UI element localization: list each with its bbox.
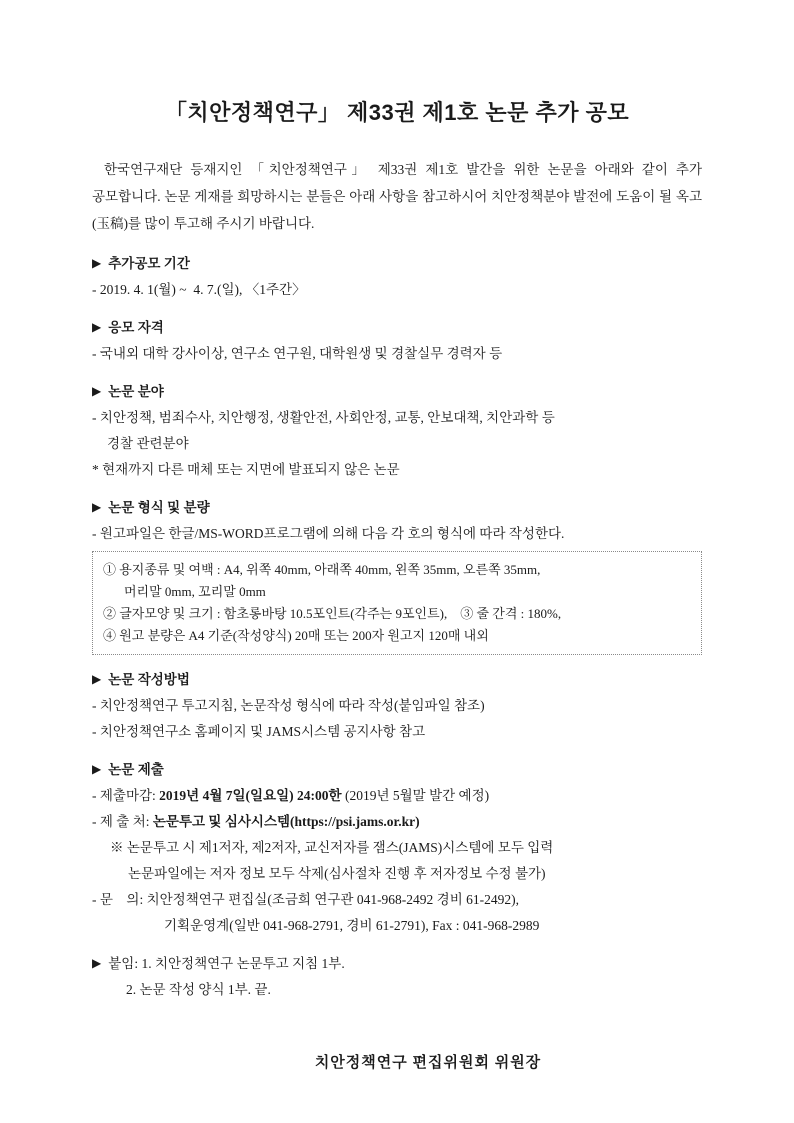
deadline-note: (2019년 5월말 발간 예정) — [341, 787, 490, 803]
deadline-value: 2019년 4월 7일(일요일) 24:00한 — [159, 787, 342, 803]
fields-note: * 현재까지 다른 매체 또는 지면에 발표되지 않은 논문 — [92, 461, 400, 477]
submission-deadline — [92, 783, 702, 809]
attachments-line-2: 2. 논문 작성 양식 1부. 끝. — [126, 981, 271, 997]
section-format — [92, 495, 702, 655]
section-heading-label: 논문 제출 — [108, 761, 164, 777]
section-heading-label: 응모 자격 — [108, 319, 164, 335]
intro-paragraph: 한국연구재단 등재지인 「치안정책연구」 제33권 제1호 발간을 위한 논문을 아래와 같이 추가 공모합니다. 논문 게재를 희망하시는 분들은 아래 사항을 참고하시어 치안정책분야 발전에 도움이 될 옥고(玉稿)를 많이 투고해 주시기 바랍니다. — [92, 162, 702, 231]
period-item: - 2019. 4. 1(월) ~ 4. 7.(일), 〈1주간〉 — [92, 281, 306, 297]
eligibility-item: - 국내외 대학 강사이상, 연구소 연구원, 대학원생 및 경찰실무 경력자 등 — [92, 345, 503, 361]
format-rule-font: ② 글자모양 및 크기 : 함초롱바탕 10.5포인트(각주는 9포인트), ③ 줄 간격 : 180%, — [103, 605, 562, 621]
section-heading-label: 추가공모 기간 — [108, 255, 190, 271]
triangle-bullet-icon: ▶ — [92, 499, 102, 514]
writing-item-1: - 치안정책연구 투고지침, 논문작성 형식에 따라 작성(붙임파일 참조) — [92, 697, 485, 713]
section-attachments — [92, 951, 702, 1003]
closing-signature: 치안정책연구 편집위원회 위원장 — [314, 1054, 542, 1071]
section-fields — [92, 379, 702, 483]
submission-note-2: 논문파일에는 저자 정보 모두 삭제(심사절차 진행 후 저자정보 수정 불가) — [128, 865, 546, 881]
destination-label: - 제 출 처: — [92, 813, 153, 829]
triangle-bullet-icon: ▶ — [92, 319, 102, 334]
triangle-bullet-icon: ▶ — [92, 671, 102, 686]
submission-destination — [92, 809, 702, 835]
section-heading-writing — [92, 667, 702, 693]
section-period — [92, 251, 702, 303]
attachments-text-1: 붙임: 1. 치안정책연구 논문투고 지침 1부. — [108, 955, 345, 971]
section-heading-eligibility — [92, 315, 702, 341]
triangle-bullet-icon: ▶ — [92, 255, 102, 270]
section-eligibility — [92, 315, 702, 367]
format-item: - 원고파일은 한글/MS-WORD프로그램에 의해 다음 각 호의 형식에 따라 작성한다. — [92, 525, 565, 541]
format-rule-paper: ① 용지종류 및 여백 : A4, 위쪽 40mm, 아래쪽 40mm, 왼쪽 35mm, 오른쪽 35mm, — [103, 561, 541, 577]
submission-contact-1: - 문 의: 치안정책연구 편집실(조금희 연구관 041-968-2492 경비 61-2492), — [92, 891, 520, 907]
section-heading-label: 논문 작성방법 — [108, 671, 190, 687]
triangle-bullet-icon: ▶ — [92, 955, 102, 970]
format-rule-paper-continuation: 머리말 0mm, 꼬리말 0mm — [124, 583, 266, 599]
page-title: 「치안정책연구」 제33권 제1호 논문 추가 공모 — [164, 100, 630, 125]
triangle-bullet-icon: ▶ — [92, 761, 102, 776]
section-heading-label: 논문 분야 — [108, 383, 164, 399]
section-heading-period — [92, 251, 702, 277]
triangle-bullet-icon: ▶ — [92, 383, 102, 398]
section-heading-format — [92, 495, 702, 521]
attachments-line-1 — [92, 951, 702, 977]
format-rule-length: ④ 원고 분량은 A4 기준(작성양식) 20매 또는 200자 원고지 120매 내외 — [103, 627, 489, 643]
submission-note-1: ※ 논문투고 시 제1저자, 제2저자, 교신저자를 잼스(JAMS)시스템에 모두 입력 — [110, 839, 554, 855]
section-writing — [92, 667, 702, 745]
section-heading-fields — [92, 379, 702, 405]
submission-contact-2: 기획운영계(일반 041-968-2791, 경비 61-2791), Fax : 041-968-2989 — [164, 917, 540, 933]
destination-value: 논문투고 및 심사시스템(https://psi.jams.or.kr) — [152, 813, 420, 829]
section-heading-submission — [92, 757, 702, 783]
section-heading-label: 논문 형식 및 분량 — [108, 499, 210, 515]
fields-item: - 치안정책, 범죄수사, 치안행정, 생활안전, 사회안정, 교통, 안보대책, 치안과학 등 — [92, 409, 555, 425]
writing-item-2: - 치안정책연구소 홈페이지 및 JAMS시스템 공지사항 참고 — [92, 723, 426, 739]
fields-item-continuation: 경찰 관련분야 — [107, 435, 189, 451]
format-rules-box — [92, 551, 702, 655]
section-submission — [92, 757, 702, 939]
deadline-label: - 제출마감: — [92, 787, 160, 803]
